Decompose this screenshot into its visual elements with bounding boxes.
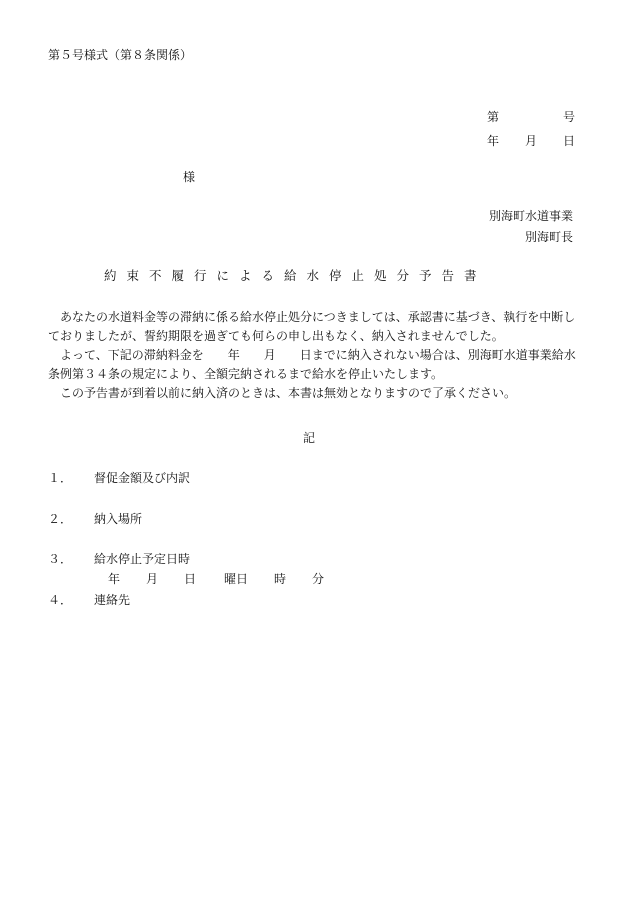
addressee-honorific: 様 [183, 170, 196, 184]
list-item-number: ２． [48, 512, 73, 526]
issuer-block [489, 208, 573, 250]
stop-datetime-hour: 時 [274, 572, 287, 586]
document-number-row [487, 109, 575, 133]
notice-body [48, 308, 582, 403]
list-item-amount [48, 470, 190, 486]
issue-date-year: 年 [487, 134, 500, 148]
list-item-label: 連絡先 [94, 593, 131, 607]
document-title: 約束不履行による給水停止処分予告書 [104, 268, 487, 283]
stop-datetime-month: 月 [146, 572, 159, 586]
list-item-stop-datetime [48, 551, 190, 567]
body-paragraph-1: あなたの水道料金等の滞納に係る給水停止処分につきましては、承認書に基づき、執行を中断しておりましたが、誓約期限を過ぎても何らの申し出もなく、納入されませんでした。 [48, 310, 576, 343]
document-number-prefix: 第 [487, 110, 500, 124]
stop-datetime-day: 日 [184, 572, 197, 586]
stop-datetime-fields [108, 571, 324, 587]
issue-date-day: 日 [562, 134, 575, 148]
stop-datetime-year: 年 [108, 572, 121, 586]
document-number-date-block [487, 109, 575, 157]
issue-date-row [487, 133, 575, 157]
list-item-number: １． [48, 471, 73, 485]
issuer-organization: 別海町水道事業 [488, 209, 573, 223]
list-item-contact [48, 592, 130, 608]
document-number-suffix: 号 [562, 110, 575, 124]
list-item-number: ４． [48, 593, 73, 607]
form-number-label: 第５号様式（第８条関係） [48, 48, 193, 62]
stop-datetime-weekday: 曜日 [224, 572, 249, 586]
list-item-label: 督促金額及び内訳 [94, 471, 191, 485]
issuer-title: 別海町長 [524, 230, 573, 244]
list-item-label: 給水停止予定日時 [94, 552, 191, 566]
body-paragraph-2: よって、下記の滞納料金を 年 月 日までに納入されない場合は、別海町水道事業給水条例第３４条の規定により、全額完納されるまで給水を停止いたします。 [48, 348, 576, 381]
ki-heading: 記 [303, 431, 316, 445]
list-item-payment-place [48, 511, 142, 527]
list-item-label: 納入場所 [94, 512, 143, 526]
list-item-number: ３． [48, 552, 73, 566]
issue-date-month: 月 [524, 134, 537, 148]
stop-datetime-minute: 分 [312, 572, 325, 586]
body-paragraph-3: この予告書が到着以前に納入済のときは、本書は無効となりますので了承ください。 [60, 386, 517, 400]
